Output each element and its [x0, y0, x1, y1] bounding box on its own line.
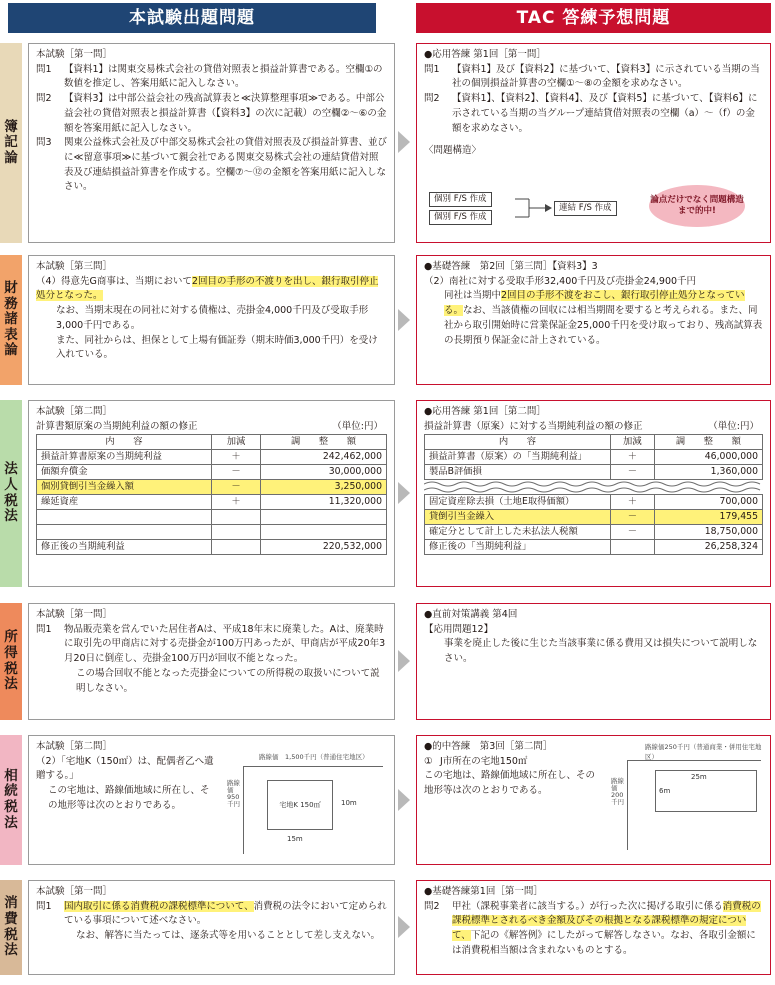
table-cell — [37, 525, 212, 540]
arrow-right-icon — [398, 131, 410, 153]
table-cell — [212, 540, 261, 555]
table-cell — [610, 540, 654, 555]
category-char: 法 — [4, 461, 18, 478]
lot-length: 25m — [691, 773, 707, 781]
table-cell: － — [610, 465, 654, 480]
table-cell: 700,000 — [654, 495, 762, 510]
category-char: 所 — [4, 629, 18, 646]
lot-k: 宅地K 150㎡ — [267, 780, 333, 830]
table-cell: － — [212, 465, 261, 480]
boki-exam-q1-num: 問1 — [36, 63, 52, 75]
category-boki — [0, 43, 22, 243]
road-price-top: 路線価 1,500千円（普通住宅地区） — [259, 753, 369, 761]
road-line-top — [627, 760, 761, 761]
table-header: 加減 — [212, 435, 261, 450]
souzoku-tac-p1-num: ① — [424, 755, 433, 767]
zaimu-exam-title: 本試験［第三問］ — [36, 261, 113, 272]
shotoku-exam-title: 本試験［第一問］ — [36, 609, 113, 620]
category-char: 財 — [4, 280, 18, 297]
category-char: 論 — [4, 149, 18, 166]
road-price-side: 路線価200千円 — [611, 777, 624, 807]
zaimu-tac-p1: （2）南社に対する受取手形32,400千円及び売掛金24,900千円 — [424, 275, 697, 287]
category-char: 消 — [4, 895, 18, 912]
road-line-side — [243, 766, 244, 854]
category-shotoku — [0, 603, 22, 720]
table-cell: ＋ — [610, 450, 654, 465]
shotoku-tac-box — [416, 603, 771, 720]
category-char: 法 — [4, 676, 18, 693]
boki-exam-q3: 関東公益株式会社及び中部交易株式会社の貸借対照表及び損益計算書、並びに≪留意事項≫に基づいて親会社である関東交易株式会社の連結貸借対照表及び連結損益計算書を作成する。空欄⑦〜⑫の金額を答案用紙に記入しなさい。 — [64, 137, 388, 193]
fs-consolidated: 連結 F/S 作成 — [554, 201, 617, 216]
boki-tac-q1: 【資料1】及び【資料2】に基づいて、【資料3】に示されている当期の当社の個別損益計算書の空欄①〜⑧の金額を求めなさい。 — [452, 63, 760, 90]
table-cell: 価額弁償金 — [37, 465, 212, 480]
table-cell: 固定資産除去損（土地E取得価額） — [425, 495, 611, 510]
table-cell: 3,250,000 — [261, 480, 387, 495]
table-header-row — [425, 435, 763, 450]
table-header: 調 整 額 — [261, 435, 387, 450]
shotoku-exam-box — [28, 603, 395, 720]
arrow-right-icon — [398, 789, 410, 811]
houjin-exam-box — [28, 400, 395, 587]
row-shotoku — [0, 603, 775, 720]
boki-tac-structure-label: 〈問題構造〉 — [424, 145, 482, 157]
category-char: 得 — [4, 644, 18, 661]
souzoku-tac-p1: J市所在の宅地150㎡ — [440, 755, 528, 767]
zaimu-tac-title: ●基礎答練 第2回［第三問］【資料3】3 — [424, 261, 598, 272]
shouhi-tac-box — [416, 880, 771, 975]
shouhi-exam-q-num: 問1 — [36, 900, 52, 912]
category-char: 表 — [4, 326, 18, 343]
shouhi-exam-title: 本試験［第一問］ — [36, 886, 113, 897]
table-cell — [261, 525, 387, 540]
category-char: 続 — [4, 783, 18, 800]
table-row — [37, 525, 387, 540]
table-break-wave-icon — [424, 480, 764, 494]
table-header: 内 容 — [37, 435, 212, 450]
category-shouhi — [0, 880, 22, 975]
lot-depth: 6m — [659, 787, 671, 795]
header-tac: TAC 答練予想問題 — [416, 3, 771, 33]
table-row-highlighted — [425, 510, 763, 525]
table-row-highlighted — [37, 480, 387, 495]
boki-tac-box — [416, 43, 771, 243]
houjin-tac-title: ●応用答練 第1回［第二問］ — [424, 406, 546, 417]
houjin-exam-unit: （単位:円） — [332, 420, 383, 432]
houjin-tac-table-bottom — [424, 494, 763, 555]
category-char: 法 — [4, 942, 18, 959]
table-cell: 修正後の「当期純利益」 — [425, 540, 611, 555]
zaimu-tac-p2-pre: 同社は当期中 — [444, 290, 502, 302]
table-cell: 46,000,000 — [654, 450, 762, 465]
table-cell: ＋ — [212, 495, 261, 510]
table-header-row — [37, 435, 387, 450]
boki-exam-q1: 【資料1】は関東交易株式会社の貸借対照表と損益計算書である。空欄①の数値を推定し、答案用紙に記入しなさい。 — [64, 63, 383, 90]
table-cell — [212, 510, 261, 525]
zaimu-exam-p3: また、同社からは、担保として上場有価証券（期末時価3,000千円）を受け入れている。 — [56, 334, 378, 361]
table-row — [425, 540, 763, 555]
table-cell: 220,532,000 — [261, 540, 387, 555]
arrow-right-icon — [398, 916, 410, 938]
table-cell: 損益計算書（原案）の「当期純利益」 — [425, 450, 611, 465]
arrow-right-icon — [398, 309, 410, 331]
souzoku-exam-diagram — [229, 750, 387, 856]
category-houjin — [0, 400, 22, 587]
table-cell — [212, 525, 261, 540]
category-souzoku — [0, 735, 22, 865]
souzoku-exam-p2: この宅地は、路線価地域に所在し、その地形等は次のとおりである。 — [48, 785, 210, 811]
souzoku-tac-diagram — [611, 742, 765, 854]
houjin-exam-subtitle: 計算書類原案の当期純利益の額の修正 — [36, 420, 198, 432]
fs-individual-1: 個別 F/S 作成 — [429, 192, 492, 207]
lot-depth: 10m — [341, 799, 357, 807]
table-cell: － — [610, 510, 654, 525]
table-cell: 30,000,000 — [261, 465, 387, 480]
category-char: 法 — [4, 814, 18, 831]
table-row — [37, 540, 387, 555]
category-char: 諸 — [4, 311, 18, 328]
arrow-right-icon — [398, 650, 410, 672]
table-row — [425, 525, 763, 540]
table-cell: 繰延資産 — [37, 495, 212, 510]
road-line-top — [243, 766, 383, 767]
boki-tac-title: ●応用答練 第1回［第一問］ — [424, 49, 546, 60]
category-char: 相 — [4, 767, 18, 784]
shotoku-tac-title: ●直前対策講義 第4回 — [424, 609, 518, 620]
category-char: 務 — [4, 295, 18, 312]
zaimu-exam-p2: なお、当期末現在の同社に対する債権は、売掛金4,000千円及び受取手形3,000千円である。 — [56, 305, 369, 331]
category-char: 簿 — [4, 118, 18, 135]
table-cell — [261, 510, 387, 525]
shouhi-tac-title: ●基礎答練第1回［第一問］ — [424, 886, 543, 897]
table-cell: － — [212, 480, 261, 495]
table-row — [37, 450, 387, 465]
category-char: 税 — [4, 799, 18, 815]
shotoku-tac-sub: 【応用問題12】 — [424, 623, 494, 635]
table-cell: 損益計算書原案の当期純利益 — [37, 450, 212, 465]
houjin-exam-title: 本試験［第二問］ — [36, 406, 113, 417]
table-row — [37, 510, 387, 525]
shouhi-exam-box — [28, 880, 395, 975]
houjin-tac-table-top — [424, 434, 763, 480]
shouhi-exam-q-highlight: 国内取引に係る消費税の課税標準について、 — [64, 900, 254, 912]
shouhi-tac-q-highlight: 消費税の課税標準とされるべき金額及びその根拠となる課税標準の規定について、 — [452, 900, 761, 942]
road-line-side — [627, 760, 628, 850]
souzoku-exam-p1: （2）「宅地K（150㎡）は、配偶者乙へ遺贈する。」 — [36, 755, 214, 782]
row-boki — [0, 43, 775, 243]
zaimu-exam-p1-pre: （4）得意先G商事は、当期において — [36, 275, 192, 287]
shouhi-tac-q-post: 下記の《解答例》にしたがって解答しなさい。なお、各取引金額には消費税相当額は含まれないものとする。 — [452, 930, 756, 956]
boki-tac-q2-num: 問2 — [424, 93, 440, 105]
road-price-top: 路線価250千円（普通商業・併用住宅地区） — [645, 743, 762, 762]
table-row — [37, 495, 387, 510]
table-cell: ＋ — [610, 495, 654, 510]
lot-width: 15m — [287, 835, 303, 843]
fs-individual-2: 個別 F/S 作成 — [429, 210, 492, 225]
boki-tac-q2: 【資料1】、【資料2】、【資料4】、及び【資料5】に基づいて、【資料6】に示されている当期の当グループ連結貸借対照表の空欄（a）〜（f）の金額を求めなさい。 — [452, 93, 758, 134]
table-cell: 11,320,000 — [261, 495, 387, 510]
table-cell: 個別貸倒引当金繰入額 — [37, 480, 212, 495]
souzoku-tac-box — [416, 735, 771, 865]
table-cell: 18,750,000 — [654, 525, 762, 540]
category-char: 人 — [4, 476, 18, 493]
category-char: 税 — [4, 492, 18, 509]
table-cell: － — [610, 525, 654, 540]
badge-structure-hit: 論点だけでなく問題構造まで的中! — [649, 185, 745, 227]
souzoku-exam-box — [28, 735, 395, 865]
table-cell: ＋ — [212, 450, 261, 465]
table-header: 加減 — [610, 435, 654, 450]
category-char: 税 — [4, 926, 18, 943]
shotoku-exam-q: 物品販売業を営んでいた居住者Aは、平成18年末に廃業した。Aは、廃業時に取引先の甲商店に対する売掛金が100万円あったが、甲商店が平成20年3月20日に倒産し、売掛金100万円が回収不能となった。 — [64, 623, 386, 665]
category-char: 費 — [4, 910, 18, 927]
table-cell: 修正後の当期純利益 — [37, 540, 212, 555]
table-row — [425, 450, 763, 465]
zaimu-tac-p2-highlight: 2回目の手形不渡をおこし、銀行取引停止処分となっている。 — [444, 290, 745, 317]
houjin-tac-box — [416, 400, 771, 587]
arrow-right-icon — [398, 482, 410, 504]
table-cell: 179,455 — [654, 510, 762, 525]
category-char: 法 — [4, 508, 18, 525]
boki-exam-title: 本試験［第一問］ — [36, 49, 113, 60]
header-exam: 本試験出題問題 — [8, 3, 376, 33]
souzoku-tac-p2: この宅地は、路線価地域に所在し、その地形等は次のとおりである。 — [424, 770, 596, 797]
table-cell: 製品B評価損 — [425, 465, 611, 480]
table-cell: 26,258,324 — [654, 540, 762, 555]
boki-exam-q2-num: 問2 — [36, 93, 52, 105]
zaimu-tac-box — [416, 255, 771, 385]
table-cell: 242,462,000 — [261, 450, 387, 465]
shouhi-tac-q-num: 問2 — [424, 900, 440, 912]
table-cell: 確定分として計上した未払法人税額 — [425, 525, 611, 540]
houjin-exam-table — [36, 434, 387, 555]
souzoku-exam-title: 本試験［第二問］ — [36, 741, 113, 752]
zaimu-exam-p1-highlight: 2回目の手形の不渡りを出し、銀行取引停止処分となった。 — [36, 275, 379, 302]
table-row — [37, 465, 387, 480]
category-char: 記 — [4, 134, 18, 151]
shotoku-tac-p: 事業を廃止した後に生じた当該事業に係る費用又は損失について説明しなさい。 — [444, 638, 758, 665]
souzoku-tac-title: ●的中答練 第3回［第二問］ — [424, 741, 553, 752]
table-header: 内 容 — [425, 435, 611, 450]
table-header: 調 整 額 — [654, 435, 762, 450]
row-zaimu — [0, 255, 775, 385]
category-char: 論 — [4, 342, 18, 359]
category-char: 税 — [4, 660, 18, 677]
table-cell — [37, 510, 212, 525]
table-cell: 1,360,000 — [654, 465, 762, 480]
houjin-tac-unit: （単位:円） — [708, 420, 759, 432]
houjin-tac-subtitle: 損益計算書（原案）に対する当期純利益の額の修正 — [424, 420, 643, 432]
boki-exam-box — [28, 43, 395, 243]
row-shouhi — [0, 880, 775, 975]
table-row — [425, 495, 763, 510]
shouhi-exam-q-post: 消費税の法令において定められている事項について述べなさい。 — [64, 900, 387, 927]
road-price-side: 路線価950千円 — [227, 779, 240, 809]
table-row — [425, 465, 763, 480]
shouhi-tac-q-pre: 甲社（課税事業者に該当する。）が行った次に掲げる取引に係る — [452, 900, 723, 912]
category-zaimu — [0, 255, 22, 385]
boki-tac-q1-num: 問1 — [424, 63, 440, 75]
boki-exam-q2: 【資料3】は中部公益会社の残高試算表と≪決算整理事項≫である。中部公益会社の貸借対照表と損益計算書（【資料3】の次に記載）の空欄②〜⑥の金額を答案用紙に記入しなさい。 — [64, 93, 387, 134]
shotoku-exam-q-num: 問1 — [36, 623, 52, 635]
shouhi-exam-q2: なお、解答に当たっては、逐条式等を用いることとして差し支えない。 — [76, 930, 381, 942]
zaimu-tac-p2-post: なお、当該債権の回収には相当期間を要すると考えられる。また、同社から取引開始時に営業保証金25,000千円を受け取っており、残高試算表の長期預り保証金に計上されている。 — [444, 305, 763, 346]
zaimu-exam-box — [28, 255, 395, 385]
table-cell: 貸倒引当金繰入 — [425, 510, 611, 525]
shotoku-exam-q2: この場合回収不能となった売掛金についての所得税の取扱いについて説明しなさい。 — [76, 667, 380, 694]
boki-exam-q3-num: 問3 — [36, 137, 52, 149]
row-souzoku — [0, 735, 775, 865]
row-houjin — [0, 400, 775, 587]
